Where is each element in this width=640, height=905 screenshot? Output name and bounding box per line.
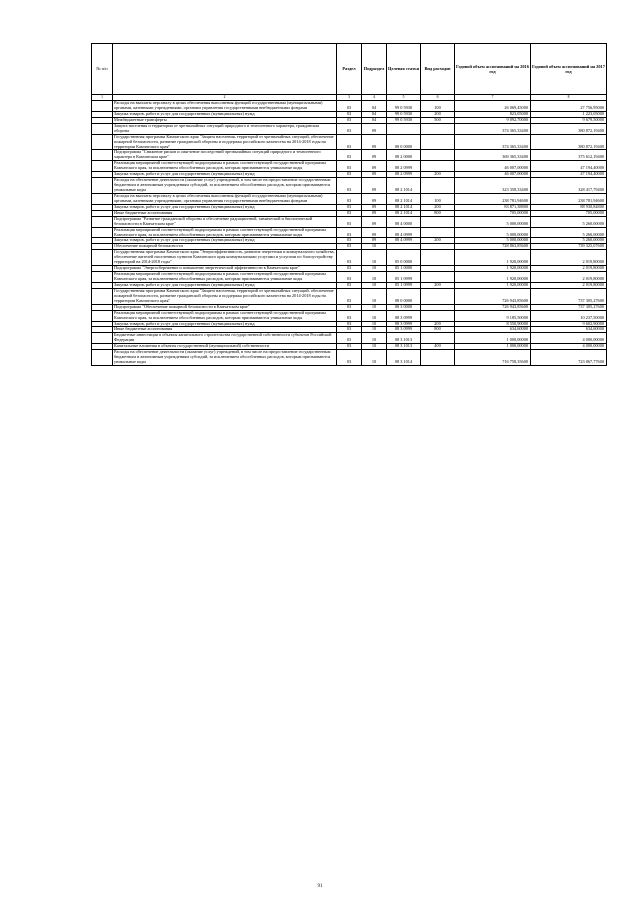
razdel-cell: 03 [337, 350, 362, 366]
table-row [92, 272, 607, 283]
volume-2017-cell: 2 019,80000 [531, 266, 607, 272]
podrazdel-cell: 09 [362, 123, 387, 134]
celevaya-statya-cell: 99 0 5930 [387, 111, 421, 117]
razdel-cell: 03 [337, 321, 362, 327]
row-name-cell: Подпрограмма "Развитие гражданской обороны и обеспечение радиационной, химической и биологической безопасности в Камчатском крае" [113, 216, 337, 227]
volume-2017-cell: 737 305,27600 [531, 304, 607, 310]
razdel-cell: 03 [337, 178, 362, 194]
vid-rashodov-cell: 200 [421, 238, 455, 244]
table-row [92, 178, 607, 194]
header-name [113, 44, 337, 95]
volume-2016-cell: 5 000,00000 [455, 227, 531, 238]
vid-rashodov-cell [421, 123, 455, 134]
row-number-cell [92, 101, 113, 112]
vid-rashodov-cell: 500 [421, 117, 455, 123]
volume-2016-cell: 1 000,00000 [455, 333, 531, 344]
row-number-cell [92, 272, 113, 283]
row-number-cell [92, 250, 113, 266]
table-row [92, 216, 607, 227]
podrazdel-cell: 09 [362, 161, 387, 172]
volume-2017-cell: 47 194,40000 [531, 161, 607, 172]
volume-2016-cell: 46 007,00000 [455, 172, 531, 178]
volume-2016-cell: 26 069,45000 [455, 101, 531, 112]
vid-rashodov-cell [421, 333, 455, 344]
podrazdel-cell: 09 [362, 227, 387, 238]
razdel-cell: 03 [337, 282, 362, 288]
column-number: 7 [455, 95, 531, 101]
row-name-cell: Расходы на выплаты персоналу в целях обеспечения выполнения функций государственными (муниципальными) органами, казенными учреждениями, органами управления государственными внебюджетными фондами [113, 193, 337, 204]
razdel-cell: 03 [337, 304, 362, 310]
volume-2017-cell: 4 000,00000 [531, 333, 607, 344]
podrazdel-cell: 10 [362, 350, 387, 366]
row-number-cell [92, 227, 113, 238]
celevaya-statya-cell: 08 3 1013 [387, 344, 421, 350]
vid-rashodov-cell [421, 178, 455, 194]
header-volume-2017: Годовой объем ассигнований на 2017 год [531, 44, 607, 95]
volume-2017-cell: 5 260,00000 [531, 216, 607, 227]
volume-2017-cell: 9 602,90000 [531, 321, 607, 327]
podrazdel-cell: 10 [362, 310, 387, 321]
volume-2017-cell: 238 781,94600 [531, 193, 607, 204]
row-name-cell: Капитальные вложения в объекты государственной (муниципальной) собственности [113, 344, 337, 350]
table-row [92, 123, 607, 134]
celevaya-statya-cell: 08 2 0999 [387, 161, 421, 172]
celevaya-statya-cell: 05 1 0999 [387, 272, 421, 283]
header-vid-rashodov: Вид расходов [421, 44, 455, 95]
table-row [92, 134, 607, 150]
celevaya-statya-cell: 08 2 0999 [387, 172, 421, 178]
volume-2016-cell: 83 871,38800 [455, 204, 531, 210]
volume-2017-cell: 328 417,79400 [531, 178, 607, 194]
volume-2017-cell: 9 679,50000 [531, 117, 607, 123]
celevaya-statya-cell: 08 2 1014 [387, 210, 421, 216]
podrazdel-cell: 09 [362, 204, 387, 210]
razdel-cell: 03 [337, 123, 362, 134]
volume-2016-cell: 726 943,85600 [455, 304, 531, 310]
volume-2017-cell: 2 019,80000 [531, 282, 607, 288]
celevaya-statya-cell: 08 4 0999 [387, 227, 421, 238]
volume-2016-cell: 9 185,50000 [455, 310, 531, 321]
row-name-cell: Закупка товаров, работ и услуг для государственных (муниципальных) нужд [113, 282, 337, 288]
razdel-cell: 03 [337, 216, 362, 227]
podrazdel-cell: 09 [362, 210, 387, 216]
podrazdel-cell: 10 [362, 327, 387, 333]
vid-rashodov-cell: 200 [421, 204, 455, 210]
header-volume-2016: Годовой объем ассигнований на 2016 год [455, 44, 531, 95]
table-row [92, 101, 607, 112]
razdel-cell: 03 [337, 111, 362, 117]
volume-2016-cell: 323 358,33400 [455, 178, 531, 194]
podrazdel-cell: 09 [362, 216, 387, 227]
column-number: 6 [421, 95, 455, 101]
podrazdel-cell: 10 [362, 250, 387, 266]
volume-2016-cell: 5 000,00000 [455, 216, 531, 227]
razdel-cell: 03 [337, 244, 362, 250]
row-number-cell [92, 288, 113, 304]
podrazdel-cell: 10 [362, 244, 387, 250]
volume-2016-cell: 1 920,00000 [455, 266, 531, 272]
volume-2017-cell: 380 872,19400 [531, 134, 607, 150]
table-row [92, 150, 607, 161]
vid-rashodov-cell: 800 [421, 327, 455, 333]
razdel-cell: 03 [337, 134, 362, 150]
row-name-cell: Закупка товаров, работ и услуг для государственных (муниципальных) нужд [113, 111, 337, 117]
celevaya-statya-cell: 08 3 0999 [387, 321, 421, 327]
table-row [92, 250, 607, 266]
vid-rashodov-cell: 200 [421, 172, 455, 178]
vid-rashodov-cell: 200 [421, 282, 455, 288]
header-num: № п/п [92, 44, 113, 95]
celevaya-statya-cell: 08 3 0999 [387, 310, 421, 321]
header-razdel: Раздел [337, 44, 362, 95]
razdel-cell: 03 [337, 210, 362, 216]
celevaya-statya-cell: 08 2 0000 [387, 150, 421, 161]
row-name-cell: Реализация мероприятий соответствующей подпрограммы в рамках соответствующей государственной программы Камчатского края, за исключением обособленных расходов, которым присваиваются уникальные коды [113, 310, 337, 321]
row-name-cell: Подпрограмма "Энергосбережение и повышение энергетической эффективности в Камчатском крае" [113, 266, 337, 272]
podrazdel-cell: 09 [362, 178, 387, 194]
vid-rashodov-cell [421, 272, 455, 283]
table-row [92, 193, 607, 204]
row-number-cell [92, 310, 113, 321]
vid-rashodov-cell: 100 [421, 101, 455, 112]
volume-2016-cell: 238 781,94600 [455, 193, 531, 204]
column-number: 5 [387, 95, 421, 101]
celevaya-statya-cell: 08 3 1014 [387, 350, 421, 366]
budget-document [91, 43, 606, 366]
volume-2016-cell: 705,00000 [455, 210, 531, 216]
podrazdel-cell: 09 [362, 193, 387, 204]
volume-2017-cell: 88 930,84800 [531, 204, 607, 210]
celevaya-statya-cell: 08 4 0999 [387, 238, 421, 244]
row-name-cell: Расходы на выплаты персоналу в целях обеспечения выполнения функций государственными (муниципальными) органами, казенными учреждениями, органами управления государственными внебюджетными фондами [113, 101, 337, 112]
celevaya-statya-cell: 08 3 0999 [387, 327, 421, 333]
celevaya-statya-cell: 08 2 1014 [387, 178, 421, 194]
vid-rashodov-cell [421, 310, 455, 321]
row-name-cell: Закупка товаров, работ и услуг для государственных (муниципальных) нужд [113, 204, 337, 210]
row-name-cell: Иные бюджетные ассигнования [113, 327, 337, 333]
vid-rashodov-cell: 200 [421, 111, 455, 117]
vid-rashodov-cell: 100 [421, 193, 455, 204]
row-name-cell: Государственная программа Камчатского края "Защита населения, территорий от чрезвычайных ситуаций, обеспечение пожарной безопасности, развитие гражданской обороны и поддержка российского казачества на 2014-2018 годы на территории Камчатского края" [113, 288, 337, 304]
podrazdel-cell: 10 [362, 266, 387, 272]
volume-2017-cell: 2 019,80000 [531, 272, 607, 283]
row-number-cell [92, 150, 113, 161]
volume-2017-cell: 380 872,19400 [531, 123, 607, 134]
vid-rashodov-cell: 200 [421, 321, 455, 327]
volume-2016-cell: 1 920,00000 [455, 250, 531, 266]
razdel-cell: 03 [337, 288, 362, 304]
podrazdel-cell: 09 [362, 134, 387, 150]
podrazdel-cell: 10 [362, 272, 387, 283]
column-number: 2 [113, 95, 337, 101]
volume-2016-cell: 374 365,33400 [455, 123, 531, 134]
table-header [92, 44, 607, 95]
row-name-cell: Расходы на обеспечение деятельности (оказание услуг) учреждений, в том числе на предоставление государственным бюджетным и автономным учреждениям субсидий, за исключением обособленных расходов, которым присваиваются уникальные коды [113, 350, 337, 366]
row-name-cell: Иные бюджетные ассигнования [113, 210, 337, 216]
celevaya-statya-cell: 08 3 0000 [387, 304, 421, 310]
vid-rashodov-cell [421, 216, 455, 227]
podrazdel-cell: 09 [362, 238, 387, 244]
row-name-cell: Обеспечение пожарной безопасности [113, 244, 337, 250]
volume-2016-cell: 9 092,70000 [455, 117, 531, 123]
row-name-cell: Закупка товаров, работ и услуг для государственных (муниципальных) нужд [113, 321, 337, 327]
page-number: 91 [317, 884, 323, 889]
row-name-cell: Государственная программа Камчатского края "Энергоэффективность, развитие энергетики и коммунального хозяйства, обеспечение жителей населенных пунктов Камчатского края коммунальными услугами и услугами по благоустройству территорий на 2014-2018 годы" [114, 249, 335, 265]
row-number-cell [92, 193, 113, 204]
table-row [92, 288, 607, 304]
volume-2017-cell: 737 305,27600 [531, 288, 607, 304]
row-name-cell: Закупка товаров, работ и услуг для государственных (муниципальных) нужд [113, 172, 337, 178]
row-name-cell: Реализация мероприятий соответствующей подпрограммы в рамках соответствующей государственной программы Камчатского края, за исключением обособленных расходов, которым присваиваются уникальные коды [113, 227, 337, 238]
volume-2017-cell: 2 019,80000 [531, 250, 607, 266]
volume-2017-cell: 1 223,05000 [531, 111, 607, 117]
row-number-cell [92, 134, 113, 150]
razdel-cell: 03 [337, 310, 362, 321]
table-row [92, 333, 607, 344]
razdel-cell: 03 [337, 227, 362, 238]
table-row [92, 227, 607, 238]
razdel-cell: 03 [337, 193, 362, 204]
row-name-cell: Бюджетные инвестиции в объекты капитального строительства государственной собственности субъектов Российской Федерации [113, 333, 337, 344]
volume-2017-cell: 723 067,77600 [531, 350, 607, 366]
razdel-cell: 03 [337, 117, 362, 123]
razdel-cell: 03 [337, 150, 362, 161]
volume-2016-cell: 728 863,85600 [455, 244, 531, 250]
volume-2016-cell: 5 000,00000 [455, 238, 531, 244]
row-number-cell [92, 216, 113, 227]
celevaya-statya-cell: 08 2 1014 [387, 193, 421, 204]
razdel-cell: 03 [337, 344, 362, 350]
celevaya-statya-cell: 08 0 0000 [387, 134, 421, 150]
row-name-cell: Защита населения и территории от чрезвычайных ситуаций природного и техногенного характера, гражданская оборона [113, 123, 337, 134]
podrazdel-cell: 10 [362, 304, 387, 310]
row-name-cell: Расходы на обеспечение деятельности (оказание услуг) учреждений, в том числе на предоставление государственным бюджетным и автономным учреждениям субсидий, за исключением обособленных расходов, которым присваиваются уникальные коды [113, 178, 337, 194]
volume-2016-cell: 1 920,00000 [455, 282, 531, 288]
volume-2017-cell: 27 756,95000 [531, 101, 607, 112]
column-number: 3 [337, 95, 362, 101]
volume-2016-cell: 726 943,85600 [455, 288, 531, 304]
vid-rashodov-cell [421, 161, 455, 172]
razdel-cell: 03 [337, 333, 362, 344]
celevaya-statya-cell: 05 1 0999 [387, 282, 421, 288]
table-body [92, 101, 607, 366]
volume-2017-cell: 4 000,00000 [531, 344, 607, 350]
column-number: 8 [531, 95, 607, 101]
podrazdel-cell: 10 [362, 321, 387, 327]
budget-table [91, 43, 607, 366]
table-row [92, 161, 607, 172]
volume-2017-cell: 5 260,00000 [531, 238, 607, 244]
volume-2016-cell: 1 920,00000 [455, 272, 531, 283]
column-number: 1 [92, 95, 113, 101]
row-number-cell [92, 333, 113, 344]
vid-rashodov-cell [421, 150, 455, 161]
volume-2017-cell: 705,00000 [531, 210, 607, 216]
row-name-cell: Подпрограмма "Снижение рисков и смягчение последствий чрезвычайных ситуаций природного и техногенного характера в Камчатском крае" [113, 150, 337, 161]
podrazdel-cell: 09 [362, 150, 387, 161]
row-name-cell: Закупка товаров, работ и услуг для государственных (муниципальных) нужд [113, 238, 337, 244]
header-podrazdel: Подраздел [362, 44, 387, 95]
celevaya-statya-cell: 99 0 5930 [387, 117, 421, 123]
header-celevaya-statya: Целевая статья [387, 44, 421, 95]
volume-2016-cell: 374 365,33400 [455, 134, 531, 150]
vid-rashodov-cell [421, 227, 455, 238]
row-name-cell: Подпрограмма "Обеспечение пожарной безопасности в Камчатском крае" [113, 304, 337, 310]
celevaya-statya-cell: 08 0 0000 [387, 288, 421, 304]
row-name-cell: Реализация мероприятий соответствующей подпрограммы в рамках соответствующей государственной программы Камчатского края, за исключением обособленных расходов, которым присваиваются уникальные коды [113, 161, 337, 172]
volume-2017-cell: 375 612,19400 [531, 150, 607, 161]
podrazdel-cell: 10 [362, 288, 387, 304]
volume-2016-cell: 823,05000 [455, 111, 531, 117]
row-number-cell [92, 350, 113, 366]
vid-rashodov-cell [421, 288, 455, 304]
volume-2017-cell: 47 194,40000 [531, 172, 607, 178]
celevaya-statya-cell [387, 123, 421, 134]
vid-rashodov-cell [421, 250, 455, 266]
celevaya-statya-cell: 99 0 5930 [387, 101, 421, 112]
vid-rashodov-cell: 800 [421, 210, 455, 216]
row-number-cell [92, 123, 113, 134]
volume-2016-cell: 1 000,00000 [455, 344, 531, 350]
table-row [92, 310, 607, 321]
razdel-cell: 03 [337, 327, 362, 333]
row-number-cell [92, 178, 113, 194]
celevaya-statya-cell: 05 1 0000 [387, 266, 421, 272]
vid-rashodov-cell [421, 350, 455, 366]
volume-2017-cell: 634,60000 [531, 327, 607, 333]
podrazdel-cell: 10 [362, 344, 387, 350]
celevaya-statya-cell: 08 2 1014 [387, 204, 421, 210]
volume-2016-cell: 634,60000 [455, 327, 531, 333]
volume-2017-cell: 10 237,50000 [531, 310, 607, 321]
razdel-cell: 03 [337, 250, 362, 266]
podrazdel-cell: 04 [362, 111, 387, 117]
podrazdel-cell: 10 [362, 333, 387, 344]
row-name-cell: Реализация мероприятий соответствующей подпрограммы в рамках соответствующей государственной программы Камчатского края, за исключением обособленных расходов, которым присваиваются уникальные коды [113, 272, 337, 283]
volume-2017-cell: 739 325,07600 [531, 244, 607, 250]
vid-rashodov-cell: 400 [421, 344, 455, 350]
razdel-cell: 03 [337, 204, 362, 210]
celevaya-statya-cell: 08 4 0000 [387, 216, 421, 227]
vid-rashodov-cell [421, 134, 455, 150]
volume-2016-cell: 46 007,00000 [455, 161, 531, 172]
razdel-cell: 03 [337, 272, 362, 283]
row-number-cell [92, 161, 113, 172]
column-number: 4 [362, 95, 387, 101]
row-name-cell: Государственная программа Камчатского края "Защита населения, территорий от чрезвычайных ситуаций, обеспечение пожарной безопасности, развитие гражданской обороны и поддержка российского казачества на 2014-2018 годы на территории Камчатского края" [113, 134, 337, 150]
podrazdel-cell: 09 [362, 172, 387, 178]
row-name-cell: Межбюджетные трансферты [113, 117, 337, 123]
volume-2016-cell: 369 365,33400 [455, 150, 531, 161]
podrazdel-cell: 10 [362, 282, 387, 288]
volume-2016-cell: 8 550,90000 [455, 321, 531, 327]
volume-2017-cell: 5 260,00000 [531, 227, 607, 238]
razdel-cell: 03 [337, 161, 362, 172]
celevaya-statya-cell: 08 3 1013 [387, 333, 421, 344]
razdel-cell: 03 [337, 101, 362, 112]
celevaya-statya-cell: 05 0 0000 [387, 250, 421, 266]
razdel-cell: 03 [337, 266, 362, 272]
volume-2016-cell: 716 758,35600 [455, 350, 531, 366]
podrazdel-cell: 04 [362, 117, 387, 123]
podrazdel-cell: 04 [362, 101, 387, 112]
razdel-cell: 03 [337, 238, 362, 244]
table-row [92, 350, 607, 366]
razdel-cell: 03 [337, 172, 362, 178]
